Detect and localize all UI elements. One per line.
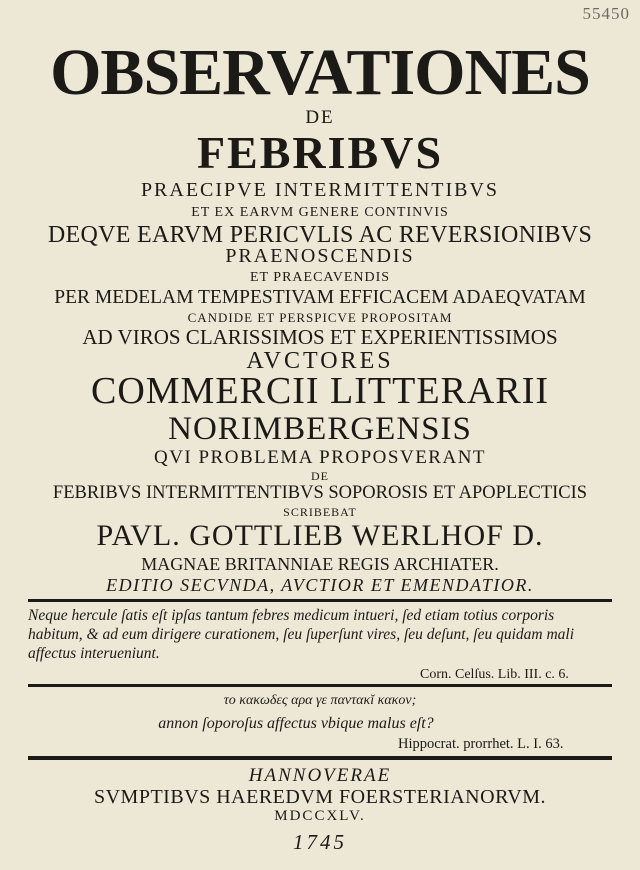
author-name: PAVL. GOTTLIEB WERLHOF D.	[96, 519, 544, 552]
title-line-10: AD VIROS CLARISSIMOS ET EXPERIENTISSIMOS	[82, 325, 558, 349]
title-scribebat: SCRIBEBAT	[283, 505, 357, 519]
title-commercii: COMMERCII LITTERARII	[90, 370, 550, 412]
title-de-1: DE	[305, 107, 335, 128]
title-line-15: FEBRIBVS INTERMITTENTIBVS SOPOROSIS ET APOPLECTICIS	[52, 483, 588, 503]
divider-3	[28, 756, 612, 760]
title-auctores: AVCTORES	[246, 348, 394, 374]
main-title: OBSERVATIONES	[50, 36, 590, 109]
imprint-year: MDCCXLV.	[274, 808, 366, 824]
celsus-quote: Neque hercule ſatis eſt ipſas tantum febres medicum intueri, ſed etiam totius corporis habitum, & ad eum dirigere curationem, ſeu ſuperſunt vires, ſeu deſunt, ſeu quidam mali affectus interueniunt.	[28, 607, 575, 662]
shelfmark: 55450	[582, 4, 630, 23]
title-line-3: PRAECIPVE INTERMITTENTIBVS	[140, 179, 500, 201]
latin-quote: annon ſoporoſus affectus vbique malus eſt?	[158, 715, 434, 732]
handwritten-year: 1745	[293, 830, 347, 854]
title-line-6: PRAENOSCENDIS	[225, 245, 415, 267]
title-febribus: FEBRIBVS	[196, 127, 444, 178]
imprint-city: HANNOVERAE	[248, 765, 392, 786]
title-de-2: DE	[311, 469, 329, 483]
title-line-5: DEQVE EARVM PERICVLIS AC REVERSIONIBVS	[47, 222, 593, 248]
title-line-4: ET EX EARVM GENERE CONTINVIS	[191, 205, 449, 220]
hippocrates-source: Hippocrat. prorrhet. L. I. 63.	[398, 736, 564, 752]
title-line-9: CANDIDE ET PERSPICVE PROPOSITAM	[187, 310, 453, 325]
edition-line: EDITIO SECVNDA, AVCTIOR ET EMENDATIOR.	[106, 575, 534, 595]
divider-2	[28, 684, 612, 687]
divider-1	[28, 599, 612, 602]
title-line-14: QVI PROBLEMA PROPOSVERANT	[153, 447, 487, 468]
title-line-8: PER MEDELAM TEMPESTIVAM EFFICACEM ADAEQVATAM	[54, 287, 586, 308]
title-norimbergensis: NORIMBERGENSIS	[168, 411, 472, 447]
celsus-source: Corn. Celſus. Lib. III. c. 6.	[420, 667, 569, 682]
author-title: MAGNAE BRITANNIAE REGIS ARCHIATER.	[141, 554, 499, 574]
greek-quote: το κακωδες αρα γε παντακǐ κακον;	[223, 693, 417, 708]
imprint-publisher: SVMPTIBVS HAEREDVM FOERSTERIANORVM.	[93, 786, 547, 808]
title-line-7: ET PRAECAVENDIS	[249, 270, 391, 285]
